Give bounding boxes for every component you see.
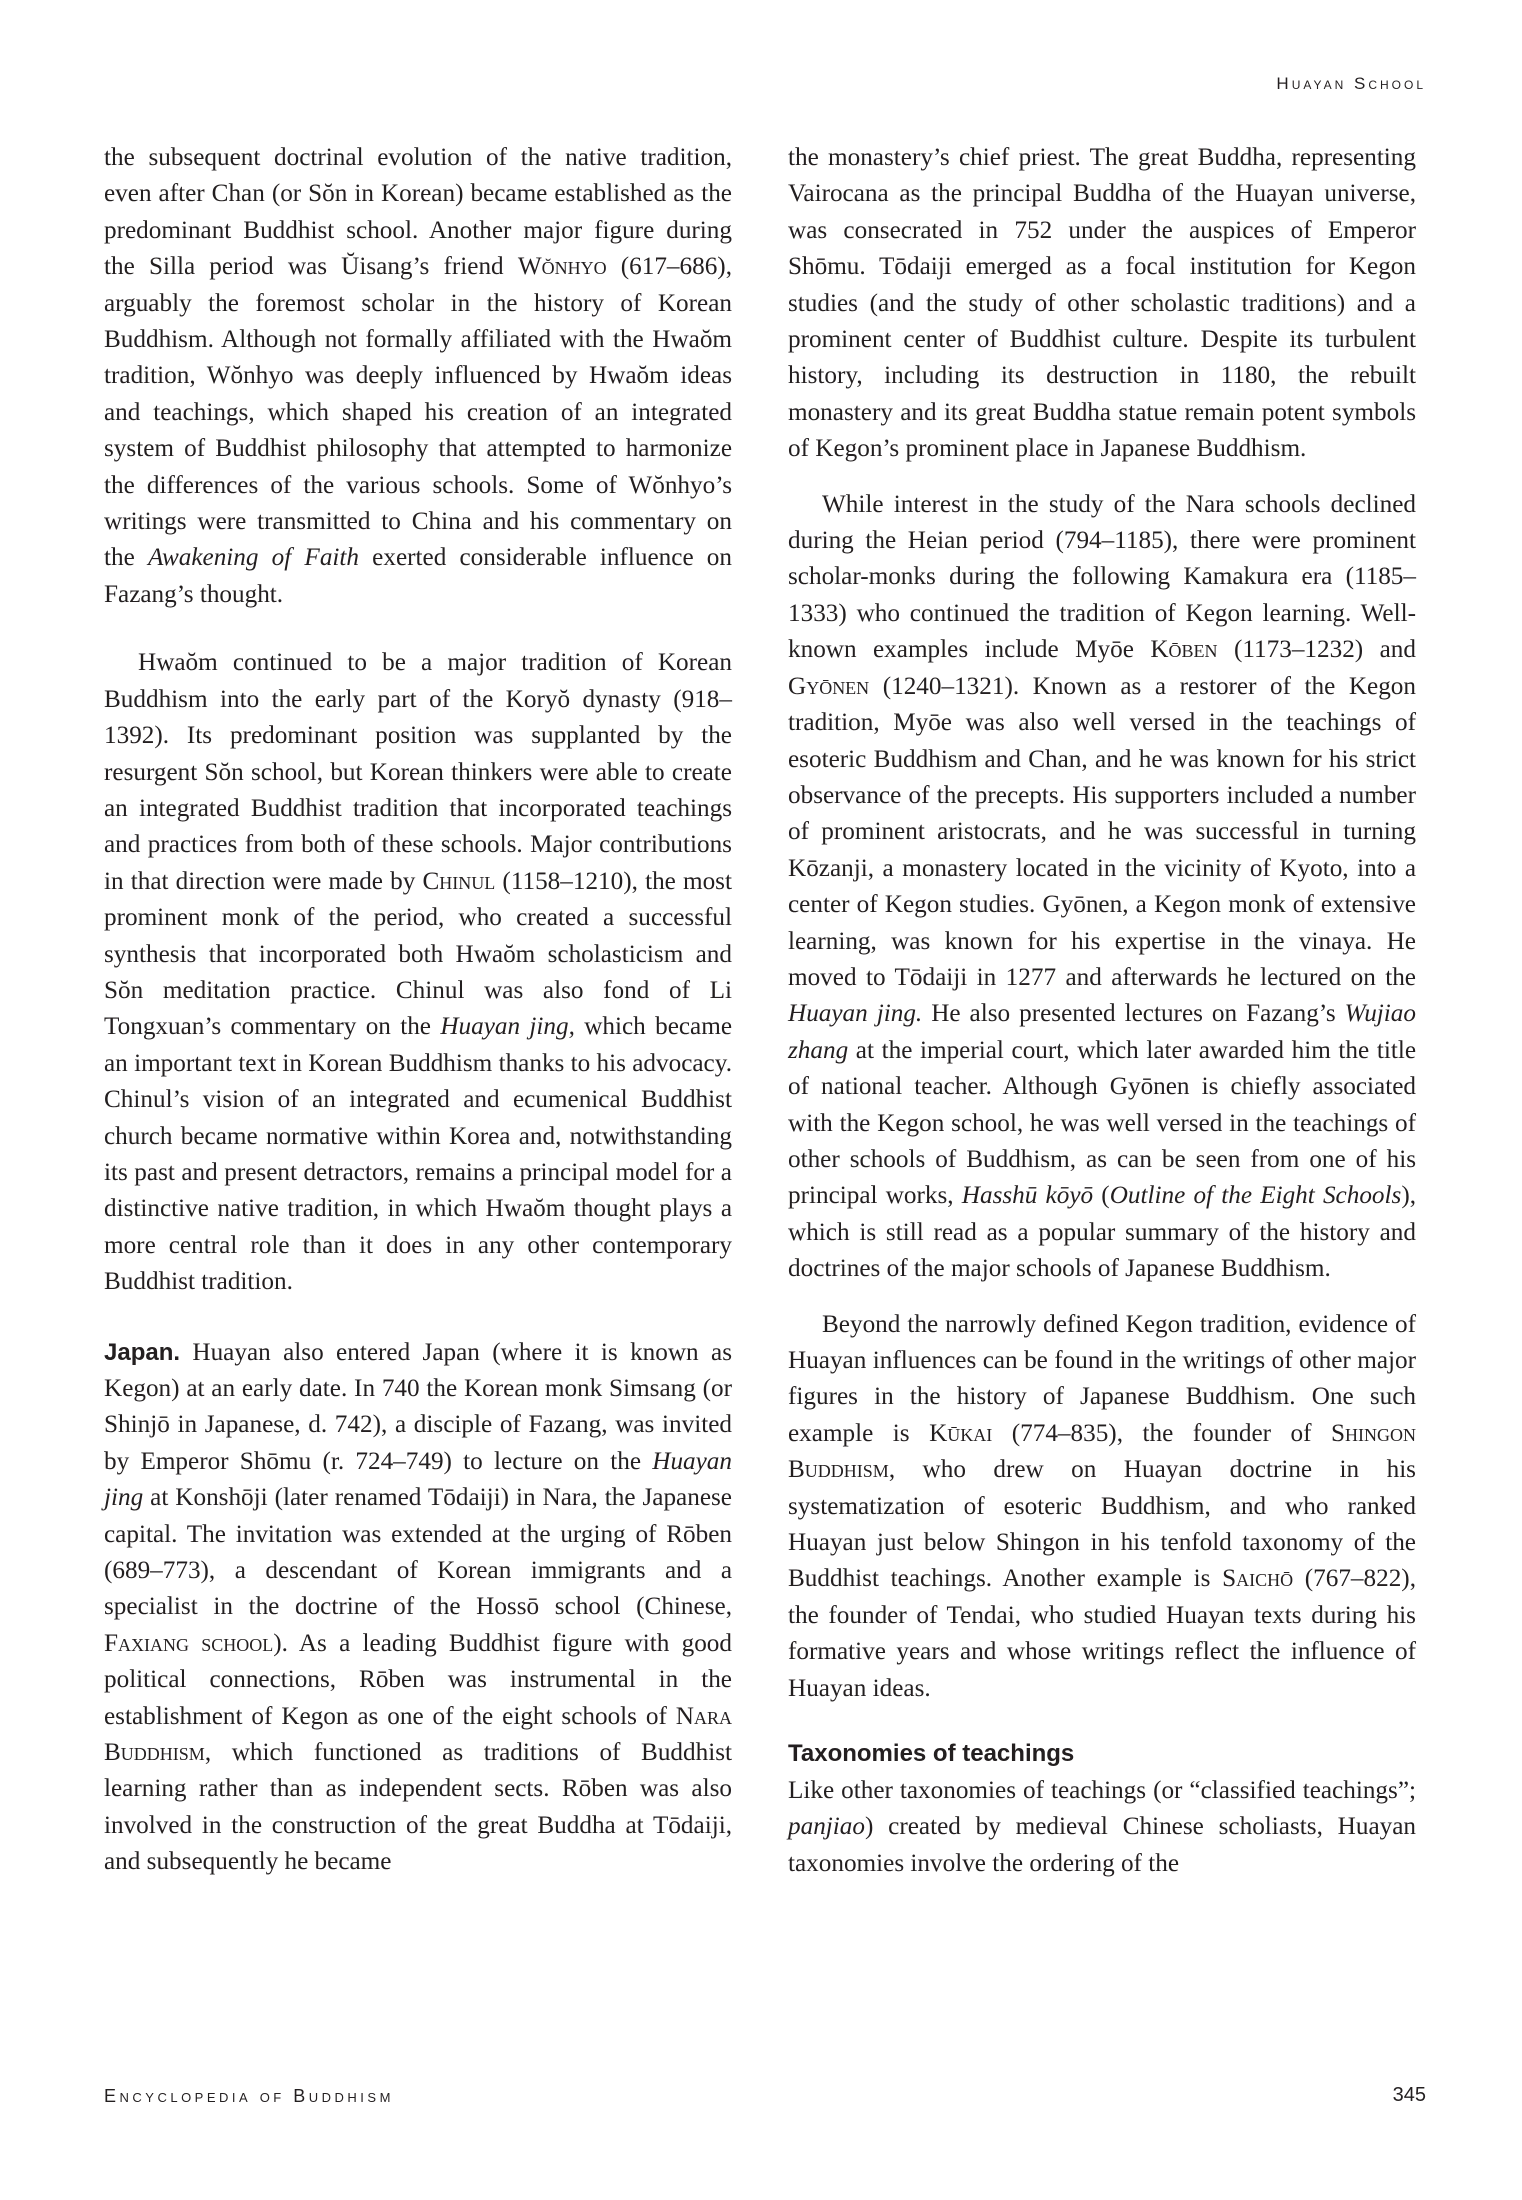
italic-title: Huayan jing. — [788, 1000, 923, 1028]
text-run: at Konshōji (later renamed Tōdaiji) in Nara, the Japanese capital. The invitation was extended at the urging of Rōben (689–773), a descendant of Korean immigrants and a specialist in the doctrine of the Hossō school (Chinese, — [104, 1484, 732, 1621]
cross-reference: Saichō — [1222, 1565, 1294, 1593]
cross-reference: Faxiang school — [104, 1629, 274, 1657]
italic-title: Awakening of Faith — [147, 544, 359, 572]
footer-publication-title: Encyclopedia of Buddhism — [104, 2086, 394, 2106]
text-run: While interest in the study of the Nara schools declined during the Heian period (794–1185), there were prominent scholar-monks during the following Kamakura era (1185–1333) who continued the tradition of Kegon learning. Well-known examples include Myōe — [788, 490, 1416, 664]
text-run: which became an important text in Korean Buddhism thanks to his advocacy. Chinul’s vision of an integrated and ecumenical Buddhist church became normative within Korea and, notwithstanding its past and present detractors, remains a principal model for a distinctive native tradition, in which Hwaŏm thought plays a more central role than it does in any other contemporary Buddhist tradition. — [104, 1013, 732, 1296]
text-run: ) created by medieval Chinese scholiasts, Huayan taxonomies involve the ordering of the — [788, 1813, 1416, 1877]
text-run: , who drew on Huayan doctrine in his systematization of esoteric Buddhism, and who ranked Huayan just below Shingon in his tenfold taxonomy of the Buddhist teachings. Another example is — [788, 1456, 1416, 1593]
cross-reference: Nara Buddhism — [104, 1702, 732, 1767]
paragraph-taxonomies — [788, 1773, 1416, 1882]
run-in-heading: Japan. — [104, 1338, 181, 1366]
text-run: (774–835), the founder of — [992, 1419, 1332, 1447]
text-run: Like other taxonomies of teachings (or “classified teachings”; — [788, 1777, 1416, 1805]
text-run: Huayan also entered Japan (where it is known as Kegon) at an early date. In 740 the Korean monk Simsang (or Shinjō in Japanese, d. 742), a disciple of Fazang, was invited by Emperor Shōmu (r. 724–749) to lecture on the — [104, 1338, 732, 1475]
paragraph-wonhyo — [104, 140, 732, 613]
text-run: the subsequent doctrinal evolution of the native tradition, even after Chan (or Sŏn in Korean) became established as the predominant Buddhist school. Another major figure during the Silla period was Ŭisang’s friend — [104, 144, 732, 281]
right-column — [788, 140, 1416, 1882]
text-run: (1173–1232) and — [1217, 636, 1416, 664]
section-heading-taxonomies: Taxonomies of teachings — [788, 1740, 1075, 1768]
paragraph-japan — [104, 1335, 732, 1881]
text-run: He also presented lectures on Fazang’s — [922, 1000, 1345, 1028]
paragraph-kukai-saicho — [788, 1307, 1416, 1707]
italic-title: Huayan jing, — [440, 1013, 575, 1041]
text-run: ), which is still read as a popular summary of the history and doctrines of the major schools of Japanese Buddhism. — [788, 1182, 1417, 1283]
italic-title: Huayan jing — [104, 1447, 732, 1512]
text-run: (1240–1321). Known as a restorer of the Kegon tradition, Myōe was also well versed in the teachings of esoteric Buddhism and Chan, and he was known for his strict observance of the precepts. His supporters included a number of prominent aristocrats, and he was successful in turning Kōzanji, a monastery located in the vicinity of Kyoto, into a center of Kegon studies. Gyōnen, a Kegon monk of extensive learning, was known for his expertise in the vinaya. He moved to Tōdaiji in 1277 and afterwards he lectured on the — [788, 672, 1416, 991]
text-run: the monastery’s chief priest. The great Buddha, representing Vairocana as the principal Buddha of the Huayan universe, was consecrated in 752 under the auspices of Emperor Shōmu. Tōdaiji emerged as a focal institution for Kegon studies (and the study of other scholastic traditions) and a prominent center of Buddhist culture. Despite its turbulent history, including its destruction in 1180, the rebuilt monastery and its great Buddha statue remain potent symbols of Kegon’s prominent place in Japanese Buddhism. — [788, 144, 1416, 463]
page-number: 345 — [1392, 2084, 1426, 2106]
italic-title: Wujiao zhang — [788, 1000, 1416, 1064]
cross-reference: Kūkai — [929, 1419, 993, 1447]
paragraph-hwaom-koryo — [104, 645, 732, 1300]
cross-reference: Kōben — [1150, 636, 1218, 664]
cross-reference: Gyōnen — [788, 672, 870, 700]
paragraph-todaiji — [788, 140, 1416, 468]
italic-title: Outline of the Eight Schools — [1109, 1182, 1402, 1210]
left-column — [104, 140, 732, 1881]
text-run: ). As a leading Buddhist figure with good political connections, Rōben was instrumental in the establishment of Kegon as one of the eight schools of — [104, 1629, 732, 1730]
running-head: Huayan School — [1276, 74, 1426, 93]
text-run: (617–686), arguably the foremost scholar in the history of Korean Buddhism. Although not formally affiliated with the Hwaŏm tradition, Wŏnhyo was deeply influenced by Hwaŏm ideas and teachings, which shaped his creation of an integrated system of Buddhist philosophy that attempted to harmonize the differences of the various schools. Some of Wŏnhyo’s writings were transmitted to China and his commentary on the — [104, 253, 732, 572]
text-run: (1158–1210), the most prominent monk of the period, who created a successful synthesis that incorporated both Hwaŏm scholasticism and Sŏn meditation practice. Chinul was also fond of Li Tongxuan’s commentary on the — [104, 867, 732, 1041]
paragraph-kamakura — [788, 487, 1416, 1288]
text-run: (767–822), the founder of Tendai, who studied Huayan texts during his formative years and whose writings reflect the influence of Huayan ideas. — [788, 1565, 1416, 1702]
cross-reference: Wŏnhyo — [517, 253, 607, 281]
italic-title: Hasshū kōyō — [961, 1182, 1094, 1210]
italic-title: panjiao — [788, 1813, 865, 1841]
text-run: exerted considerable influence on Fazang’s thought. — [104, 544, 732, 608]
cross-reference: Chinul — [422, 867, 496, 895]
cross-reference: Shingon Buddhism — [788, 1419, 1417, 1484]
text-run: Beyond the narrowly defined Kegon tradition, evidence of Huayan influences can be found in the writings of other major figures in the history of Japanese Buddhism. One such example is — [788, 1310, 1416, 1447]
text-run: ( — [1093, 1182, 1110, 1210]
text-run: Hwaŏm continued to be a major tradition of Korean Buddhism into the early part of the Koryŏ dynasty (918–1392). Its predominant position was supplanted by the resurgent Sŏn school, but Korean thinkers were able to create an integrated Buddhist tradition that incorporated teachings and practices from both of these schools. Major contributions in that direction were made by — [104, 649, 732, 895]
text-run: , which functioned as traditions of Buddhist learning rather than as independent sects. Rōben was also involved in the construction of the great Buddha at Tōdaiji, and subsequently he became — [104, 1739, 732, 1876]
text-run: at the imperial court, which later awarded him the title of national teacher. Although Gyōnen is chiefly associated with the Kegon school, he was well versed in the teachings of other schools of Buddhism, as can be seen from one of his principal works, — [788, 1036, 1416, 1210]
